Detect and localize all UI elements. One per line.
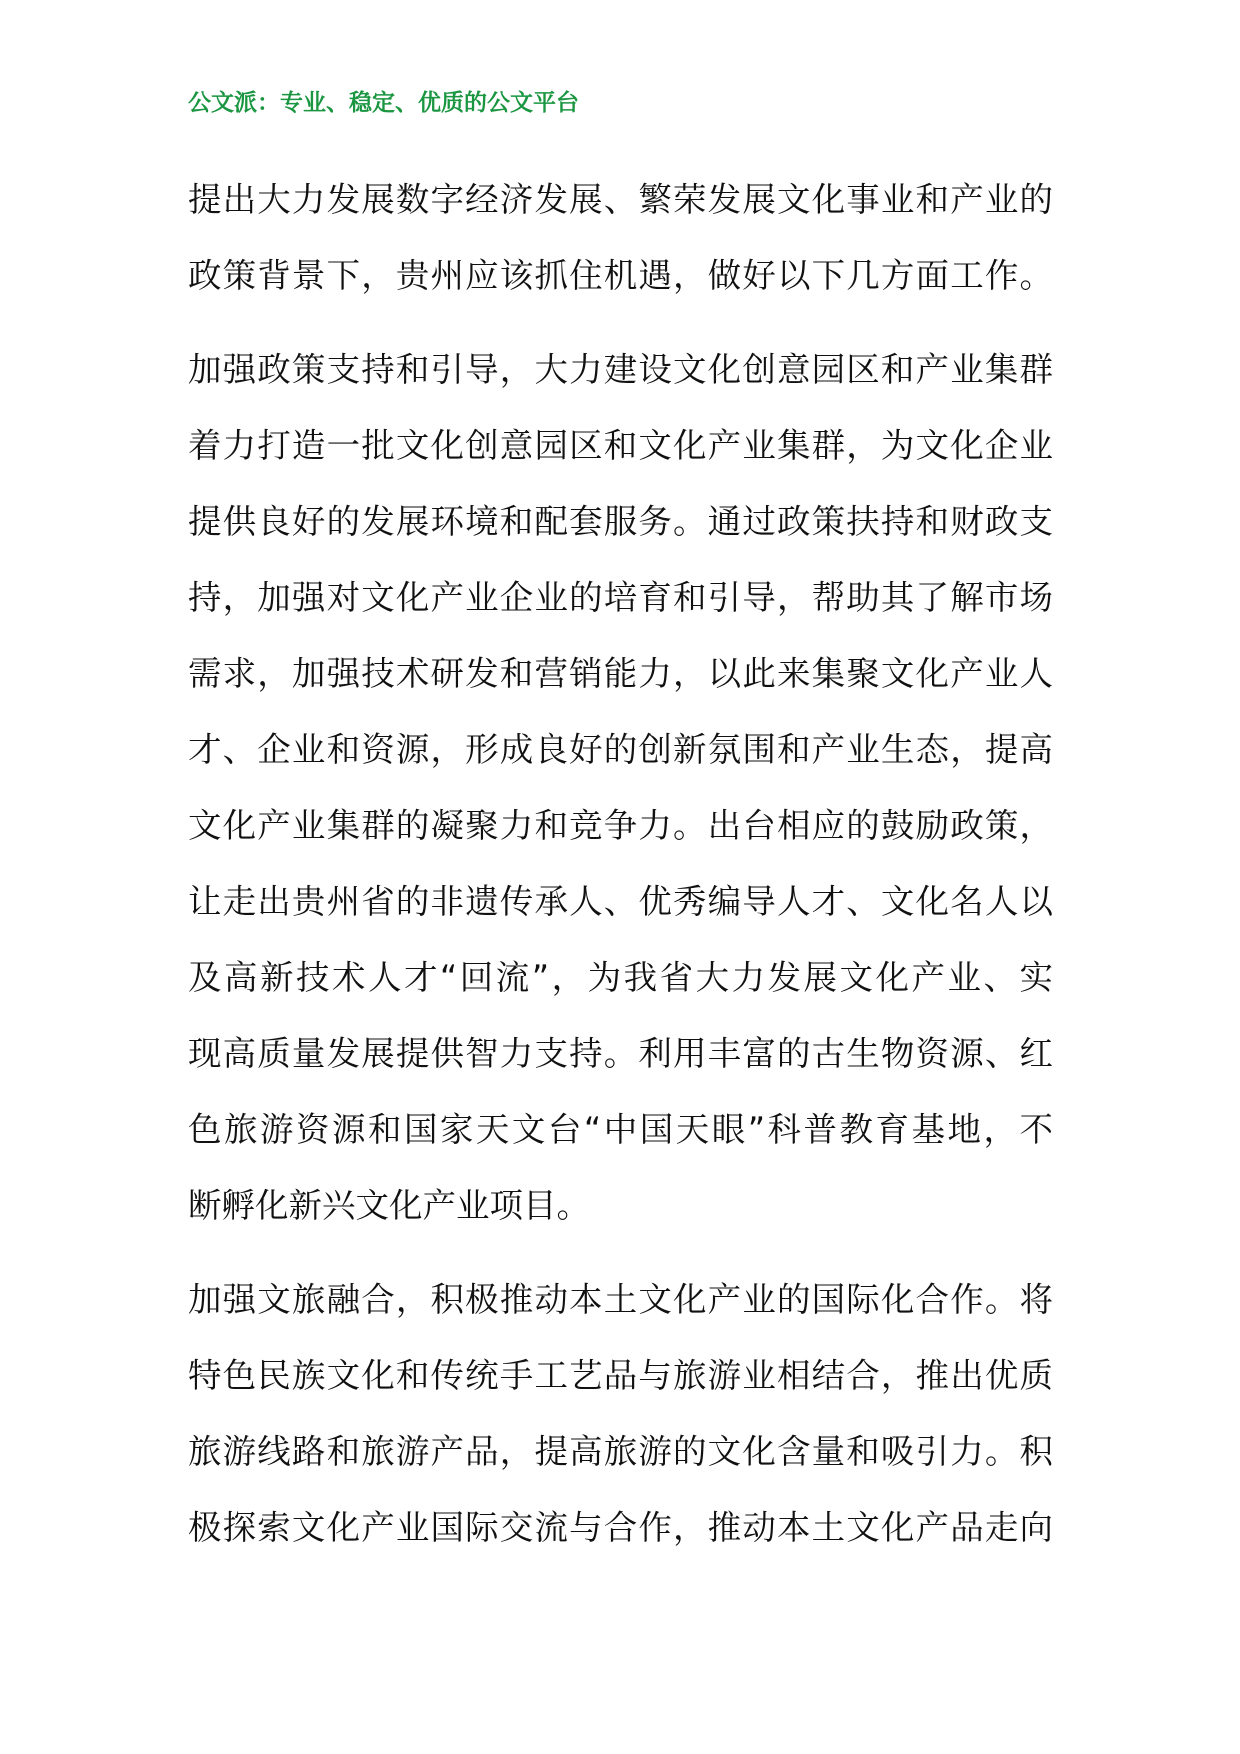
text-line: 让走出贵州省的非遗传承人、优秀编导人才、文化名人以 [188,882,1053,921]
text-line: 及高新技术人才“回流”，为我省大力发展文化产业、实 [188,958,1053,997]
text-line: 才、企业和资源，形成良好的创新氛围和产业生态，提高 [188,730,1053,769]
paragraph-3 [188,1262,1053,1566]
text-line: 色旅游资源和国家天文台“中国天眼”科普教育基地，不 [188,1110,1053,1149]
text-line: 持，加强对文化产业企业的培育和引导，帮助其了解市场 [188,578,1053,617]
text-line: 着力打造一批文化创意园区和文化产业集群，为文化企业 [188,426,1053,465]
text-line: 加强政策支持和引导，大力建设文化创意园区和产业集群 [188,350,1053,389]
text-line: 特色民族文化和传统手工艺品与旅游业相结合，推出优质 [188,1356,1053,1395]
paragraph-2 [188,332,1053,1244]
text-line: 提供良好的发展环境和配套服务。通过政策扶持和财政支 [188,502,1053,541]
text-line: 提出大力发展数字经济发展、繁荣发展文化事业和产业的 [188,180,1053,219]
text-line: 旅游线路和旅游产品，提高旅游的文化含量和吸引力。积 [188,1432,1053,1471]
text-line: 需求，加强技术研发和营销能力，以此来集聚文化产业人 [188,654,1053,693]
text-line: 加强文旅融合，积极推动本土文化产业的国际化合作。将 [188,1280,1053,1319]
text-line: 文化产业集群的凝聚力和竞争力。出台相应的鼓励政策， [188,806,1053,845]
text-line: 政策背景下，贵州应该抓住机遇，做好以下几方面工作。 [188,256,1053,295]
text-line: 极探索文化产业国际交流与合作，推动本土文化产品走向 [188,1508,1053,1547]
text-line: 现高质量发展提供智力支持。利用丰富的古生物资源、红 [188,1034,1053,1073]
paragraph-1 [188,162,1053,314]
document-body [188,162,1053,1584]
text-line: 断孵化新兴文化产业项目。 [188,1186,590,1225]
site-header-banner: 公文派：专业、稳定、优质的公文平台 [188,90,579,116]
